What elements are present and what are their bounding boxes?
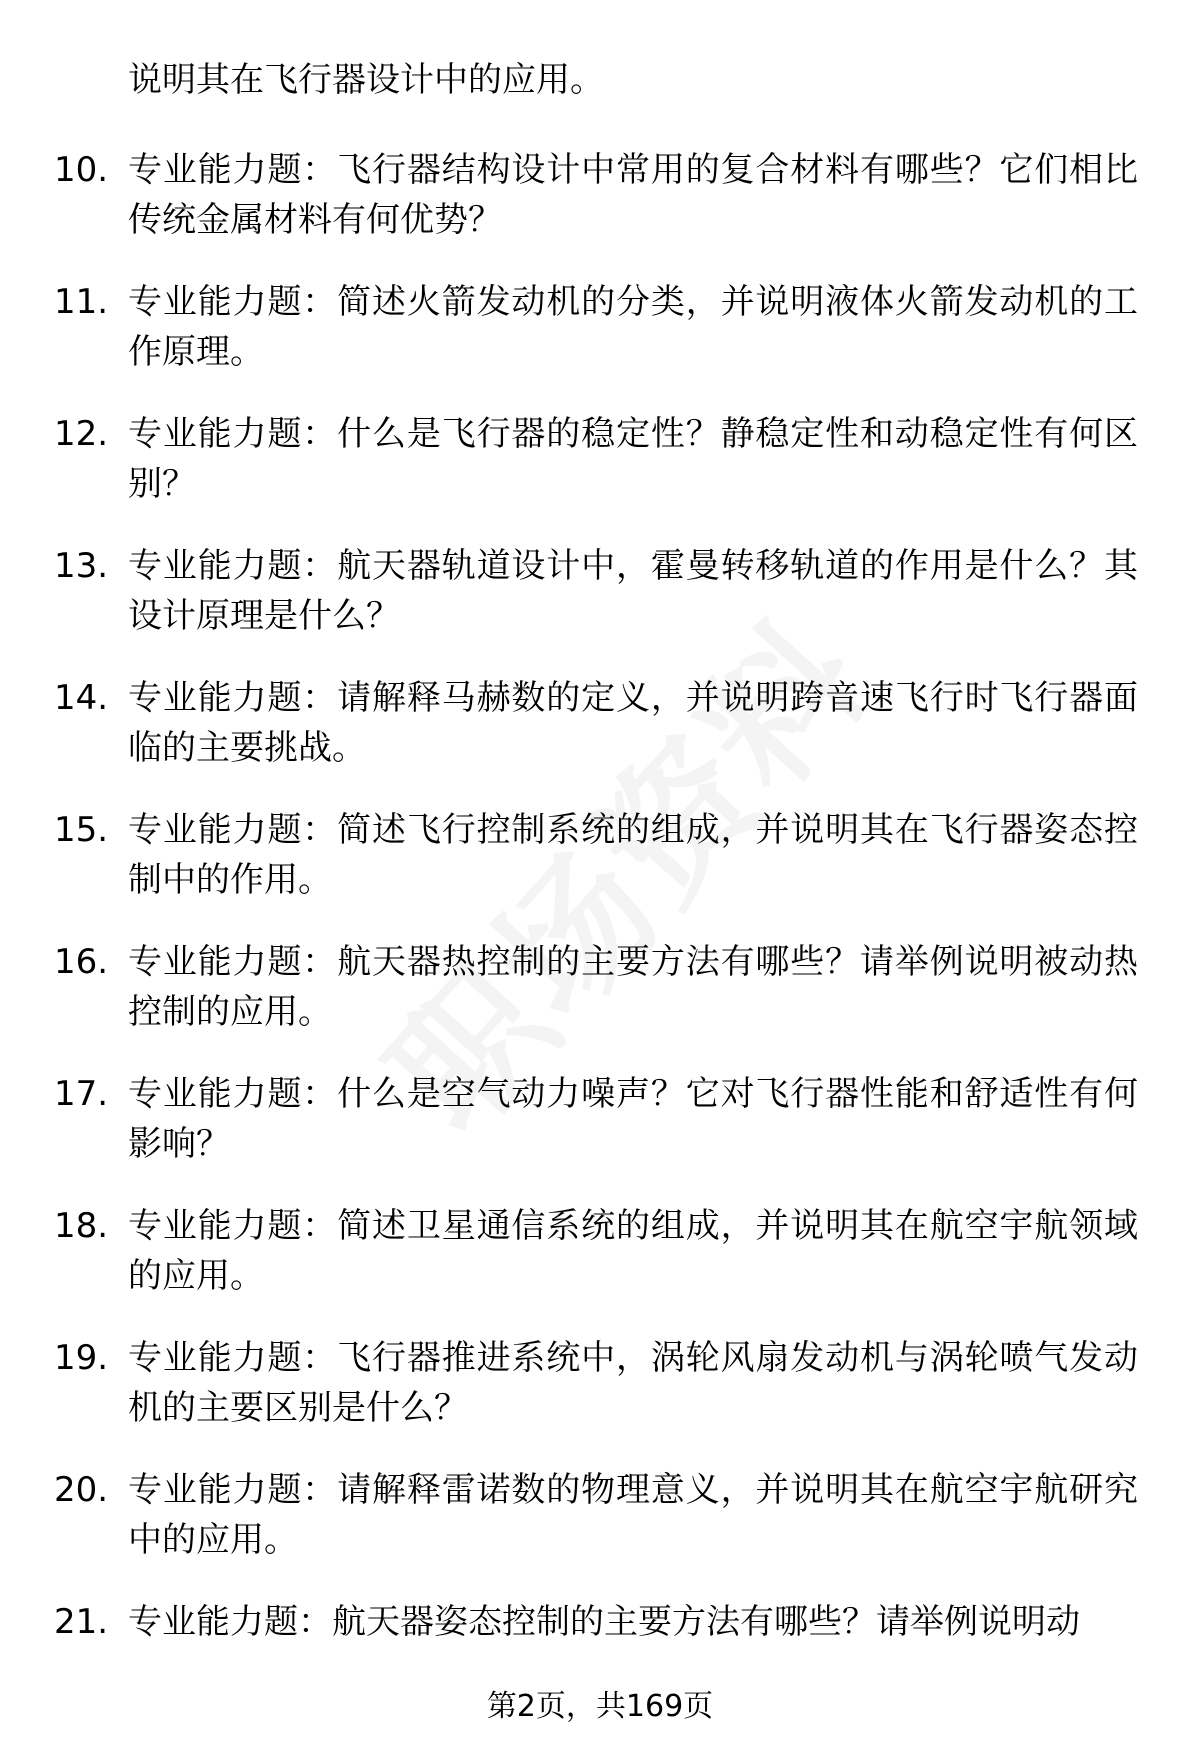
question-text: 专业能力题：航天器热控制的主要方法有哪些？请举例说明被动热控制的应用。: [128, 942, 1138, 1032]
question-text: 专业能力题：请解释雷诺数的物理意义，并说明其在航空宇航研究中的应用。: [128, 1470, 1138, 1560]
question-number: 20.: [54, 1470, 109, 1510]
question-number: 12.: [54, 414, 109, 454]
question-item: [0, 541, 1200, 673]
page-footer: 第2页，共169页: [486, 1689, 714, 1724]
question-item: [0, 937, 1200, 1069]
question-item: [0, 1069, 1200, 1201]
question-text: 专业能力题：航天器姿态控制的主要方法有哪些？请举例说明动: [128, 1602, 1080, 1642]
question-item: [0, 1333, 1200, 1465]
question-number: 16.: [54, 942, 109, 982]
question-text: 专业能力题：简述飞行控制系统的组成，并说明其在飞行器姿态控制中的作用。: [128, 810, 1138, 900]
question-number: 19.: [54, 1338, 109, 1378]
question-number: 10.: [54, 150, 109, 190]
question-text: 专业能力题：飞行器推进系统中，涡轮风扇发动机与涡轮喷气发动机的主要区别是什么？: [128, 1338, 1138, 1428]
question-text: 专业能力题：简述卫星通信系统的组成，并说明其在航空宇航领域的应用。: [128, 1206, 1138, 1296]
question-text: 专业能力题：飞行器结构设计中常用的复合材料有哪些？它们相比传统金属材料有何优势？: [128, 150, 1138, 240]
continuation-paragraph: 说明其在飞行器设计中的应用。: [128, 60, 604, 100]
question-number: 14.: [54, 678, 109, 718]
question-number: 13.: [54, 546, 109, 586]
question-number: 17.: [54, 1074, 109, 1114]
question-item: [0, 409, 1200, 541]
question-item: [0, 673, 1200, 805]
question-text: 专业能力题：请解释马赫数的定义，并说明跨音速飞行时飞行器面临的主要挑战。: [128, 678, 1138, 768]
question-item: [0, 277, 1200, 409]
question-number: 18.: [54, 1206, 109, 1246]
question-item: [0, 1465, 1200, 1597]
question-text: 专业能力题：什么是飞行器的稳定性？静稳定性和动稳定性有何区别？: [128, 414, 1138, 504]
question-item: [0, 805, 1200, 937]
question-number: 21.: [54, 1602, 109, 1642]
question-text: 专业能力题：什么是空气动力噪声？它对飞行器性能和舒适性有何影响？: [128, 1074, 1138, 1164]
question-text: 专业能力题：航天器轨道设计中，霍曼转移轨道的作用是什么？其设计原理是什么？: [128, 546, 1138, 636]
question-item: [0, 145, 1200, 277]
question-list: [0, 145, 1200, 1729]
question-number: 15.: [54, 810, 109, 850]
question-text: 专业能力题：简述火箭发动机的分类，并说明液体火箭发动机的工作原理。: [128, 282, 1138, 372]
question-item: [0, 1201, 1200, 1333]
question-number: 11.: [54, 282, 109, 322]
